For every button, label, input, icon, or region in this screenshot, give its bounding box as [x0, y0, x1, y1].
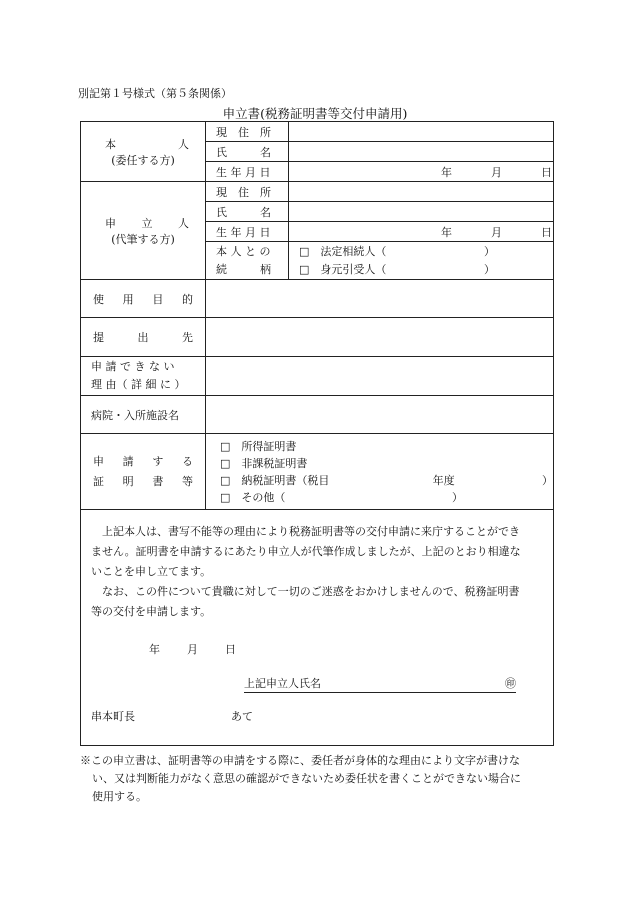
certificates-options [206, 434, 554, 510]
applicant-sub-label: (代筆する方) [111, 232, 175, 246]
principal-label-cell: 本 人 (委任する方) [81, 122, 206, 182]
applicant-address-field[interactable] [289, 182, 554, 202]
applicant-name-field[interactable] [289, 202, 554, 222]
statement-date[interactable]: 年 月 日 [149, 643, 236, 656]
reason-field[interactable] [206, 357, 554, 396]
seal-mark: ㊞ [505, 677, 516, 690]
cert-option-other[interactable]: □ その他（ ） [220, 490, 463, 504]
ate-text: あて [231, 710, 253, 723]
principal-address-label: 現 住 所 [206, 122, 289, 142]
principal-name-field[interactable] [289, 142, 554, 162]
signer-label: 上記申立人氏名 [244, 677, 321, 690]
statement-para-1: 上記本人は、書写不能等の理由により税務証明書等の交付申請に来庁することができ ません。証明書を申請するにあたり申立人が代筆作成しましたが、上記のとおり相違な いことを申し立てます。 [91, 525, 521, 578]
principal-sub-label: (委任する方) [111, 153, 175, 167]
reason-label: 申 請 で き な い 理 由（ 詳 細 に ） [81, 357, 206, 396]
certificates-label: 申 請 す る 証 明 書 等 [81, 434, 206, 510]
statement-cell [81, 510, 554, 746]
applicant-name-label: 氏 名 [206, 202, 289, 222]
applicant-address-label: 現 住 所 [206, 182, 289, 202]
principal-birth-label: 生 年 月 日 [206, 162, 289, 182]
addressee: 串本町長 [91, 710, 135, 723]
footnote: ※この申立書は、証明書等の申請をする際に、委任者が身体的な理由により文字が書けな い、又は判断能力がなく意思の確認ができないため委任状を書くことができない場合に 使用する。 [80, 754, 521, 803]
cert-option-tax-payment[interactable]: □ 納税証明書（税目 年度 ） [220, 473, 553, 487]
addressee-line [91, 707, 543, 727]
cert-option-income[interactable]: □ 所得証明書 [220, 439, 297, 453]
submit-to-label: 提 出 先 [81, 318, 206, 357]
submit-to-field[interactable] [206, 318, 554, 357]
purpose-field[interactable] [206, 280, 554, 318]
statement-para-2: なお、この件について貴職に対して一切のご迷惑をおかけしませんので、税務証明書 等の交付を申請します。 [91, 585, 520, 618]
facility-field[interactable] [206, 396, 554, 434]
applicant-birth-label: 生 年 月 日 [206, 222, 289, 242]
applicant-relation-options [289, 242, 554, 280]
relation-option-heir[interactable]: □ 法定相続人（ ） [299, 244, 495, 258]
relation-option-guarantor[interactable]: □ 身元引受人（ ） [299, 262, 495, 276]
facility-label: 病院・入所施設名 [81, 396, 206, 434]
applicant-label-cell: 申 立 人 (代筆する方) [81, 182, 206, 280]
principal-name-label: 氏 名 [206, 142, 289, 162]
signer-line[interactable] [244, 676, 516, 693]
page-title: 申立書(税務証明書等交付申請用) [222, 106, 408, 121]
applicant-birth-field[interactable]: 年 月 日 [289, 222, 554, 242]
application-form-table [80, 121, 554, 746]
purpose-label: 使 用 目 的 [81, 280, 206, 318]
principal-address-field[interactable] [289, 122, 554, 142]
form-number: 別記第１号様式（第５条関係） [78, 87, 232, 100]
principal-birth-field[interactable]: 年 月 日 [289, 162, 554, 182]
applicant-relation-label: 本 人 と の 続 柄 [206, 242, 289, 280]
cert-option-non-taxable[interactable]: □ 非課税証明書 [220, 456, 308, 470]
